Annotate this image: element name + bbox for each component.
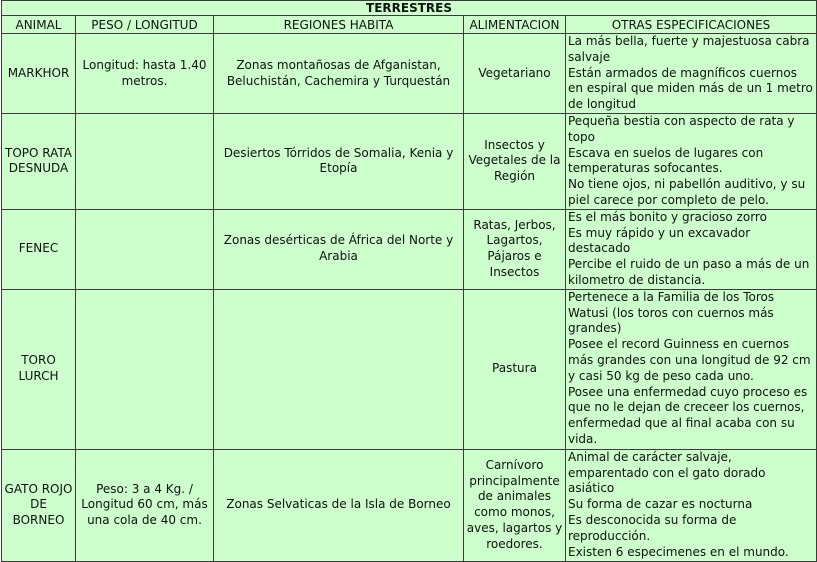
spec-line: Es muy rápido y un excavador destacado (568, 225, 751, 256)
spec-line: Escava en suelos de lugares con temperaturas sofocantes. (568, 145, 764, 176)
spec-line: Posee una enfermedad cuyo proceso es que no le dejan de creceer los cuernos, enfermedad que al final acaba con su vida. (568, 384, 808, 446)
cell-regiones (214, 289, 464, 449)
cell-otras (566, 449, 817, 561)
spec-line: No tiene ojos, ni pabellón auditivo, y su piel carece por completo de pelo. (568, 177, 806, 207)
header-regiones: REGIONES HABITA (214, 16, 464, 34)
header-alimentacion: ALIMENTACION (464, 16, 566, 34)
cell-otras (566, 209, 817, 289)
table-row (2, 34, 817, 114)
cell-animal: TORO LURCH (2, 289, 76, 449)
spec-line: Animal de carácter salvaje, emparentado con el gato dorado asiático (568, 449, 766, 496)
cell-regiones: Desiertos Tórridos de Somalia, Kenia y Etopía (214, 114, 464, 210)
cell-alimentacion: Vegetariano (464, 34, 566, 114)
cell-otras (566, 34, 817, 114)
table-row (2, 209, 817, 289)
cell-peso: Longitud: hasta 1.40 metros. (76, 34, 214, 114)
cell-peso (76, 289, 214, 449)
cell-otras (566, 289, 817, 449)
spec-line: Pertenece a la Familia de los Toros Watusi (los toros con cuernos más grandes) (568, 289, 775, 336)
spec-line: Pequeña bestia con aspecto de rata y topo (568, 114, 795, 144)
spec-line: Es desconocida su forma de reproducción. (568, 512, 737, 543)
cell-peso (76, 209, 214, 289)
cell-regiones: Zonas montañosas de Afganistan, Beluchistán, Cachemira y Turquestán (214, 34, 464, 114)
spec-line: Están armados de magníficos cuernos en espiral que miden más de un 1 metro de longitud (568, 65, 813, 112)
table-row (2, 449, 817, 561)
table-title: TERRESTRES (2, 1, 817, 16)
cell-alimentacion: Pastura (464, 289, 566, 449)
spec-line: La más bella, fuerte y majestuosa cabra salvaje (568, 34, 810, 64)
header-row (2, 16, 817, 34)
table-row (2, 114, 817, 210)
header-otras: OTRAS ESPECIFICACIONES (566, 16, 817, 34)
cell-regiones: Zonas desérticas de África del Norte y Arabia (214, 209, 464, 289)
cell-alimentacion: Insectos y Vegetales de la Región (464, 114, 566, 210)
cell-animal: GATO ROJO DE BORNEO (2, 449, 76, 561)
cell-alimentacion: Ratas, Jerbos, Lagartos, Pájaros e Insectos (464, 209, 566, 289)
cell-animal: MARKHOR (2, 34, 76, 114)
animals-table (1, 0, 817, 562)
cell-regiones: Zonas Selvaticas de la Isla de Borneo (214, 449, 464, 561)
spec-line: Posee el record Guinness en cuernos más grandes con una longitud de 92 cm y casi 50 kg de peso cada uno. (568, 337, 811, 383)
header-animal: ANIMAL (2, 16, 76, 34)
spec-line: Percibe el ruido de un paso a más de un kilometro de distancia. (568, 257, 810, 287)
spec-line: Existen 6 especimenes en el mundo. (568, 544, 789, 559)
cell-animal: TOPO RATA DESNUDA (2, 114, 76, 210)
cell-peso: Peso: 3 a 4 Kg. / Longitud 60 cm, más una cola de 40 cm. (76, 449, 214, 561)
spec-line: Su forma de cazar es nocturna (568, 497, 753, 512)
table-row (2, 289, 817, 449)
cell-animal: FENEC (2, 209, 76, 289)
spec-line: Es el más bonito y gracioso zorro (568, 209, 767, 224)
cell-alimentacion: Carnívoro principalmente de animales como monos, aves, lagartos y roedores. (464, 449, 566, 561)
cell-otras (566, 114, 817, 210)
cell-peso (76, 114, 214, 210)
header-peso: PESO / LONGITUD (76, 16, 214, 34)
